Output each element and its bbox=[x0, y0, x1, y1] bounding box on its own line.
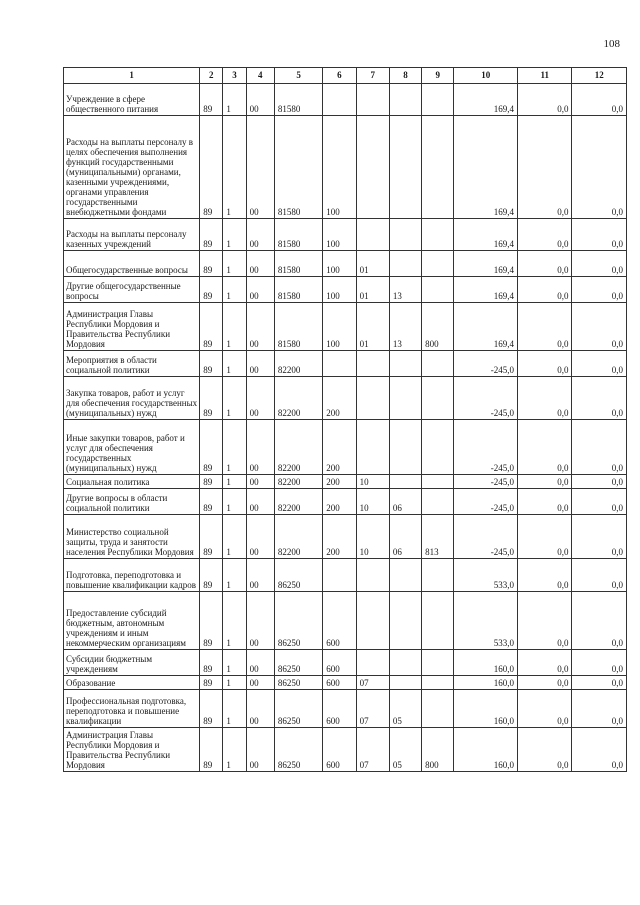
row-name: Другие вопросы в области социальной политики bbox=[64, 489, 200, 515]
code-col-2: 89 bbox=[200, 650, 223, 676]
amount-col-11: 0,0 bbox=[517, 219, 571, 251]
code-col-7: 01 bbox=[356, 251, 389, 277]
table-row bbox=[64, 116, 627, 219]
row-name: Закупка товаров, работ и услуг для обеспечения государственных (муниципальных) нужд bbox=[64, 377, 200, 420]
code-col-2: 89 bbox=[200, 420, 223, 475]
row-name: Мероприятия в области социальной политики bbox=[64, 351, 200, 377]
code-col-7: 01 bbox=[356, 277, 389, 303]
row-name: Общегосударственные вопросы bbox=[64, 251, 200, 277]
code-col-2: 89 bbox=[200, 489, 223, 515]
row-name: Предоставление субсидий бюджетным, автономным учреждениям и иным некоммерческим организациям bbox=[64, 592, 200, 650]
code-col-6 bbox=[323, 559, 356, 592]
code-col-2: 89 bbox=[200, 592, 223, 650]
code-col-8: 06 bbox=[389, 515, 421, 559]
code-col-8 bbox=[389, 219, 421, 251]
column-header: 10 bbox=[454, 68, 518, 84]
column-header: 11 bbox=[517, 68, 571, 84]
code-col-3: 1 bbox=[223, 489, 246, 515]
amount-col-10: 160,0 bbox=[454, 690, 518, 728]
amount-col-10: 169,4 bbox=[454, 251, 518, 277]
code-col-8 bbox=[389, 116, 421, 219]
row-name: Социальная политика bbox=[64, 475, 200, 489]
code-col-4: 00 bbox=[246, 475, 274, 489]
row-name: Профессиональная подготовка, переподготовка и повышение квалификации bbox=[64, 690, 200, 728]
code-col-2: 89 bbox=[200, 219, 223, 251]
column-header: 4 bbox=[246, 68, 274, 84]
table-row bbox=[64, 277, 627, 303]
code-col-4: 00 bbox=[246, 690, 274, 728]
table-row bbox=[64, 515, 627, 559]
amount-col-10: 169,4 bbox=[454, 84, 518, 116]
code-col-9 bbox=[422, 84, 454, 116]
code-col-8 bbox=[389, 84, 421, 116]
table-row bbox=[64, 650, 627, 676]
budget-table bbox=[63, 67, 627, 772]
code-col-6 bbox=[323, 84, 356, 116]
code-col-5: 82200 bbox=[274, 420, 322, 475]
code-col-7: 07 bbox=[356, 676, 389, 690]
code-col-3: 1 bbox=[223, 559, 246, 592]
amount-col-11: 0,0 bbox=[517, 351, 571, 377]
code-col-6: 600 bbox=[323, 676, 356, 690]
code-col-7: 07 bbox=[356, 690, 389, 728]
code-col-9: 800 bbox=[422, 303, 454, 351]
code-col-6 bbox=[323, 351, 356, 377]
row-name: Подготовка, переподготовка и повышение квалификации кадров bbox=[64, 559, 200, 592]
amount-col-12: 0,0 bbox=[572, 351, 627, 377]
amount-col-12: 0,0 bbox=[572, 219, 627, 251]
code-col-6: 600 bbox=[323, 592, 356, 650]
code-col-4: 00 bbox=[246, 116, 274, 219]
amount-col-12: 0,0 bbox=[572, 277, 627, 303]
amount-col-11: 0,0 bbox=[517, 676, 571, 690]
row-name: Учреждение в сфере общественного питания bbox=[64, 84, 200, 116]
amount-col-12: 0,0 bbox=[572, 650, 627, 676]
code-col-5: 81580 bbox=[274, 277, 322, 303]
amount-col-10: 160,0 bbox=[454, 728, 518, 772]
table-header bbox=[64, 68, 627, 84]
code-col-4: 00 bbox=[246, 489, 274, 515]
amount-col-10: -245,0 bbox=[454, 489, 518, 515]
amount-col-10: 533,0 bbox=[454, 559, 518, 592]
code-col-6: 200 bbox=[323, 475, 356, 489]
code-col-2: 89 bbox=[200, 515, 223, 559]
code-col-7 bbox=[356, 116, 389, 219]
amount-col-11: 0,0 bbox=[517, 377, 571, 420]
code-col-6: 600 bbox=[323, 728, 356, 772]
code-col-5: 82200 bbox=[274, 515, 322, 559]
code-col-3: 1 bbox=[223, 251, 246, 277]
code-col-4: 00 bbox=[246, 251, 274, 277]
header-row bbox=[64, 68, 627, 84]
code-col-3: 1 bbox=[223, 351, 246, 377]
code-col-7: 10 bbox=[356, 489, 389, 515]
column-header: 6 bbox=[323, 68, 356, 84]
code-col-8 bbox=[389, 592, 421, 650]
code-col-4: 00 bbox=[246, 420, 274, 475]
amount-col-12: 0,0 bbox=[572, 690, 627, 728]
code-col-6: 100 bbox=[323, 219, 356, 251]
code-col-5: 82200 bbox=[274, 377, 322, 420]
code-col-4: 00 bbox=[246, 650, 274, 676]
code-col-8: 13 bbox=[389, 303, 421, 351]
code-col-7: 07 bbox=[356, 728, 389, 772]
code-col-4: 00 bbox=[246, 377, 274, 420]
code-col-9 bbox=[422, 676, 454, 690]
amount-col-12: 0,0 bbox=[572, 251, 627, 277]
amount-col-12: 0,0 bbox=[572, 515, 627, 559]
table-row bbox=[64, 728, 627, 772]
code-col-9 bbox=[422, 475, 454, 489]
code-col-4: 00 bbox=[246, 559, 274, 592]
code-col-4: 00 bbox=[246, 84, 274, 116]
column-header: 1 bbox=[64, 68, 200, 84]
row-name: Расходы на выплаты персоналу в целях обеспечения выполнения функций государственными (муниципальными) органами, казенными учреждениями, органами управления государственными внебюджетными фондами bbox=[64, 116, 200, 219]
code-col-3: 1 bbox=[223, 377, 246, 420]
code-col-9 bbox=[422, 690, 454, 728]
amount-col-10: 169,4 bbox=[454, 277, 518, 303]
code-col-8 bbox=[389, 251, 421, 277]
amount-col-11: 0,0 bbox=[517, 116, 571, 219]
code-col-7 bbox=[356, 84, 389, 116]
code-col-2: 89 bbox=[200, 377, 223, 420]
code-col-7: 10 bbox=[356, 515, 389, 559]
code-col-5: 86250 bbox=[274, 690, 322, 728]
table-row bbox=[64, 676, 627, 690]
row-name: Администрация Главы Республики Мордовия и Правительства Республики Мордовия bbox=[64, 728, 200, 772]
code-col-6: 200 bbox=[323, 515, 356, 559]
table-row bbox=[64, 489, 627, 515]
code-col-3: 1 bbox=[223, 84, 246, 116]
code-col-4: 00 bbox=[246, 592, 274, 650]
amount-col-11: 0,0 bbox=[517, 489, 571, 515]
column-header: 8 bbox=[389, 68, 421, 84]
code-col-5: 86250 bbox=[274, 592, 322, 650]
amount-col-11: 0,0 bbox=[517, 515, 571, 559]
code-col-7 bbox=[356, 420, 389, 475]
code-col-2: 89 bbox=[200, 351, 223, 377]
code-col-6: 200 bbox=[323, 377, 356, 420]
code-col-7 bbox=[356, 559, 389, 592]
code-col-6: 100 bbox=[323, 116, 356, 219]
code-col-3: 1 bbox=[223, 116, 246, 219]
table-row bbox=[64, 420, 627, 475]
row-name: Иные закупки товаров, работ и услуг для обеспечения государственных (муниципальных) нужд bbox=[64, 420, 200, 475]
code-col-9 bbox=[422, 420, 454, 475]
row-name: Другие общегосударственные вопросы bbox=[64, 277, 200, 303]
code-col-7: 10 bbox=[356, 475, 389, 489]
code-col-9: 800 bbox=[422, 728, 454, 772]
table-row bbox=[64, 559, 627, 592]
code-col-2: 89 bbox=[200, 303, 223, 351]
amount-col-12: 0,0 bbox=[572, 489, 627, 515]
code-col-5: 86250 bbox=[274, 559, 322, 592]
code-col-3: 1 bbox=[223, 728, 246, 772]
amount-col-12: 0,0 bbox=[572, 303, 627, 351]
amount-col-11: 0,0 bbox=[517, 592, 571, 650]
code-col-8: 06 bbox=[389, 489, 421, 515]
code-col-3: 1 bbox=[223, 420, 246, 475]
amount-col-11: 0,0 bbox=[517, 650, 571, 676]
amount-col-12: 0,0 bbox=[572, 475, 627, 489]
code-col-3: 1 bbox=[223, 277, 246, 303]
code-col-4: 00 bbox=[246, 219, 274, 251]
amount-col-11: 0,0 bbox=[517, 559, 571, 592]
amount-col-11: 0,0 bbox=[517, 475, 571, 489]
table-row bbox=[64, 251, 627, 277]
amount-col-12: 0,0 bbox=[572, 420, 627, 475]
code-col-4: 00 bbox=[246, 351, 274, 377]
code-col-2: 89 bbox=[200, 251, 223, 277]
row-name: Расходы на выплаты персоналу казенных учреждений bbox=[64, 219, 200, 251]
row-name: Образование bbox=[64, 676, 200, 690]
code-col-2: 89 bbox=[200, 690, 223, 728]
code-col-7 bbox=[356, 650, 389, 676]
amount-col-12: 0,0 bbox=[572, 676, 627, 690]
code-col-6: 600 bbox=[323, 650, 356, 676]
code-col-8 bbox=[389, 650, 421, 676]
code-col-8: 05 bbox=[389, 728, 421, 772]
code-col-8 bbox=[389, 475, 421, 489]
code-col-5: 82200 bbox=[274, 351, 322, 377]
amount-col-10: 169,4 bbox=[454, 219, 518, 251]
code-col-7 bbox=[356, 377, 389, 420]
row-name: Министерство социальной защиты, труда и занятости населения Республики Мордовия bbox=[64, 515, 200, 559]
code-col-2: 89 bbox=[200, 116, 223, 219]
code-col-9 bbox=[422, 351, 454, 377]
code-col-5: 81580 bbox=[274, 84, 322, 116]
amount-col-12: 0,0 bbox=[572, 84, 627, 116]
code-col-6: 600 bbox=[323, 690, 356, 728]
code-col-7 bbox=[356, 592, 389, 650]
code-col-9 bbox=[422, 650, 454, 676]
table-row bbox=[64, 690, 627, 728]
amount-col-10: -245,0 bbox=[454, 475, 518, 489]
code-col-3: 1 bbox=[223, 219, 246, 251]
code-col-8: 05 bbox=[389, 690, 421, 728]
code-col-5: 86250 bbox=[274, 676, 322, 690]
amount-col-11: 0,0 bbox=[517, 277, 571, 303]
code-col-8 bbox=[389, 420, 421, 475]
amount-col-12: 0,0 bbox=[572, 728, 627, 772]
column-header: 3 bbox=[223, 68, 246, 84]
code-col-5: 81580 bbox=[274, 251, 322, 277]
code-col-3: 1 bbox=[223, 592, 246, 650]
amount-col-10: 160,0 bbox=[454, 676, 518, 690]
code-col-8: 13 bbox=[389, 277, 421, 303]
code-col-9 bbox=[422, 219, 454, 251]
table-row bbox=[64, 303, 627, 351]
column-header: 7 bbox=[356, 68, 389, 84]
code-col-9 bbox=[422, 559, 454, 592]
code-col-9 bbox=[422, 592, 454, 650]
code-col-2: 89 bbox=[200, 84, 223, 116]
table-row bbox=[64, 84, 627, 116]
code-col-2: 89 bbox=[200, 676, 223, 690]
column-header: 2 bbox=[200, 68, 223, 84]
code-col-4: 00 bbox=[246, 515, 274, 559]
amount-col-10: 169,4 bbox=[454, 116, 518, 219]
code-col-8 bbox=[389, 559, 421, 592]
code-col-3: 1 bbox=[223, 475, 246, 489]
page-number: 108 bbox=[603, 38, 620, 50]
code-col-8 bbox=[389, 377, 421, 420]
amount-col-12: 0,0 bbox=[572, 377, 627, 420]
code-col-9 bbox=[422, 251, 454, 277]
row-name: Администрация Главы Республики Мордовия и Правительства Республики Мордовия bbox=[64, 303, 200, 351]
code-col-9 bbox=[422, 489, 454, 515]
code-col-3: 1 bbox=[223, 650, 246, 676]
table-body bbox=[64, 84, 627, 772]
code-col-5: 86250 bbox=[274, 650, 322, 676]
amount-col-12: 0,0 bbox=[572, 559, 627, 592]
code-col-5: 86250 bbox=[274, 728, 322, 772]
code-col-3: 1 bbox=[223, 676, 246, 690]
amount-col-10: -245,0 bbox=[454, 515, 518, 559]
amount-col-11: 0,0 bbox=[517, 303, 571, 351]
code-col-9: 813 bbox=[422, 515, 454, 559]
table-row bbox=[64, 351, 627, 377]
amount-col-11: 0,0 bbox=[517, 420, 571, 475]
code-col-2: 89 bbox=[200, 475, 223, 489]
amount-col-10: -245,0 bbox=[454, 377, 518, 420]
code-col-5: 81580 bbox=[274, 303, 322, 351]
amount-col-11: 0,0 bbox=[517, 728, 571, 772]
code-col-5: 81580 bbox=[274, 116, 322, 219]
table-row bbox=[64, 219, 627, 251]
code-col-3: 1 bbox=[223, 303, 246, 351]
code-col-6: 100 bbox=[323, 251, 356, 277]
code-col-4: 00 bbox=[246, 303, 274, 351]
code-col-6: 100 bbox=[323, 277, 356, 303]
amount-col-10: -245,0 bbox=[454, 420, 518, 475]
code-col-2: 89 bbox=[200, 277, 223, 303]
amount-col-10: 169,4 bbox=[454, 303, 518, 351]
code-col-5: 81580 bbox=[274, 219, 322, 251]
amount-col-12: 0,0 bbox=[572, 592, 627, 650]
code-col-3: 1 bbox=[223, 690, 246, 728]
code-col-2: 89 bbox=[200, 728, 223, 772]
row-name: Субсидии бюджетным учреждениям bbox=[64, 650, 200, 676]
code-col-5: 82200 bbox=[274, 475, 322, 489]
code-col-7: 01 bbox=[356, 303, 389, 351]
amount-col-11: 0,0 bbox=[517, 690, 571, 728]
code-col-3: 1 bbox=[223, 515, 246, 559]
column-header: 12 bbox=[572, 68, 627, 84]
code-col-4: 00 bbox=[246, 728, 274, 772]
code-col-4: 00 bbox=[246, 277, 274, 303]
code-col-8 bbox=[389, 676, 421, 690]
code-col-9 bbox=[422, 377, 454, 420]
amount-col-12: 0,0 bbox=[572, 116, 627, 219]
amount-col-10: 533,0 bbox=[454, 592, 518, 650]
code-col-6: 200 bbox=[323, 420, 356, 475]
table-row bbox=[64, 592, 627, 650]
table-row bbox=[64, 475, 627, 489]
code-col-9 bbox=[422, 277, 454, 303]
code-col-6: 100 bbox=[323, 303, 356, 351]
amount-col-10: 160,0 bbox=[454, 650, 518, 676]
table-row bbox=[64, 377, 627, 420]
code-col-7 bbox=[356, 351, 389, 377]
code-col-7 bbox=[356, 219, 389, 251]
amount-col-10: -245,0 bbox=[454, 351, 518, 377]
column-header: 5 bbox=[274, 68, 322, 84]
code-col-6: 200 bbox=[323, 489, 356, 515]
code-col-5: 82200 bbox=[274, 489, 322, 515]
code-col-2: 89 bbox=[200, 559, 223, 592]
code-col-8 bbox=[389, 351, 421, 377]
amount-col-11: 0,0 bbox=[517, 84, 571, 116]
code-col-4: 00 bbox=[246, 676, 274, 690]
amount-col-11: 0,0 bbox=[517, 251, 571, 277]
column-header: 9 bbox=[422, 68, 454, 84]
code-col-9 bbox=[422, 116, 454, 219]
